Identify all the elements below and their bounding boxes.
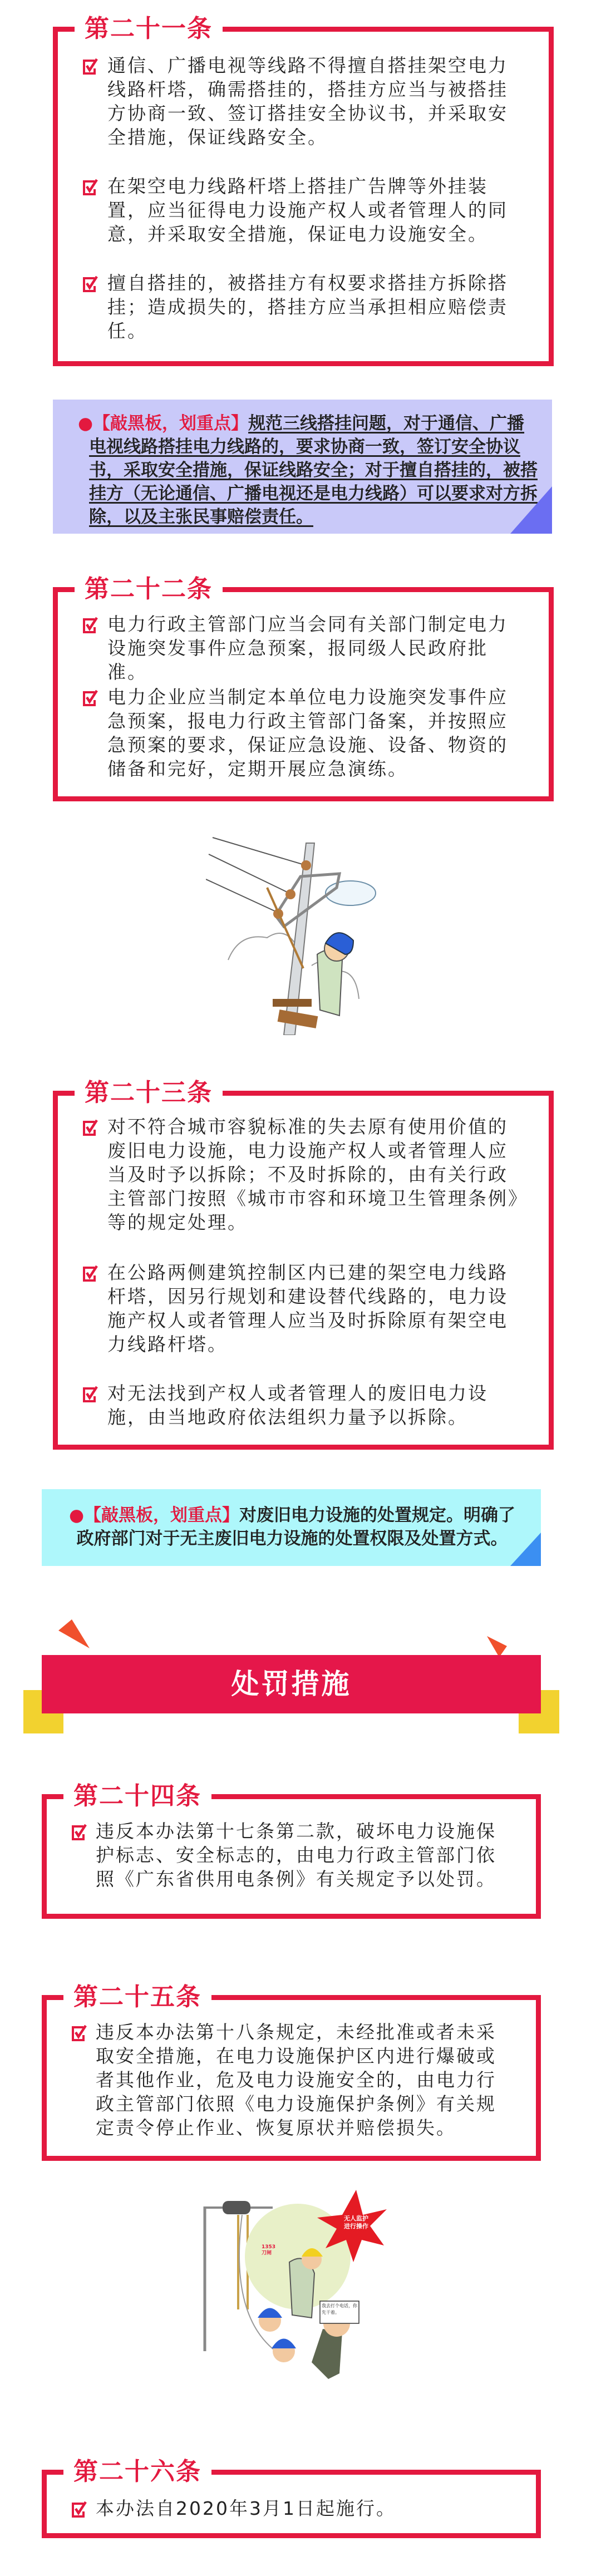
checkbox-icon (82, 1264, 98, 1282)
bullet-dot-icon: ● (78, 413, 93, 434)
article-item: 电力企业应当制定本单位电力设施突发事件应急预案，报电力行政主管部门备案，并按照应急预案的要求，保证应急设施、设备、物资的储备和完好，定期开展应急演练。 (107, 686, 508, 780)
speech-bubble-text: 我去打个电话，你先干着。 (322, 2303, 357, 2315)
article-item: 本办法自2020年3月1日起施行。 (96, 2498, 396, 2519)
key-point-note (53, 400, 552, 534)
corner-triangle (510, 486, 552, 534)
article-item: 电力行政主管部门应当会同有关部门制定电力设施突发事件应急预案，报同级人民政府批准。 (107, 613, 508, 683)
checkbox-icon (71, 2024, 87, 2042)
corner-triangle (510, 1533, 541, 1566)
article-title: 第二十一条 (75, 13, 223, 45)
article-item: 违反本办法第十七条第二款，破坏电力设施保护标志、安全标志的，由电力行政主管部门依照《广东省供用电条例》有关规定予以处罚。 (96, 1820, 496, 1890)
lineman-on-pole-illustration (206, 832, 406, 1035)
article-item: 擅自搭挂的，被搭挂方有权要求搭挂方拆除搭挂；造成损失的，搭挂方应当承担相应赔偿责任。 (107, 272, 508, 342)
key-point-label: 【敲黑板，划重点】 (84, 1505, 240, 1525)
key-point-label: 【敲黑板，划重点】 (93, 413, 249, 434)
checkbox-icon (82, 178, 98, 196)
unsupervised-operation-illustration (200, 2184, 401, 2390)
article-item: 对无法找到产权人或者管理人的废旧电力设施，由当地政府依法组织力量予以拆除。 (107, 1382, 488, 1428)
key-point-text: 规范三线搭挂问题，对于通信、广播电视线路搭挂电力线路的，要求协商一致，签订安全协议书，采取安全措施，保证线路安全；对于擅自搭挂的，被搭挂方（无论通信、广播电视还是电力线路）可以要求对方拆除，以及主张民事赔偿责任。 (89, 413, 538, 527)
article-item: 对不符合城市容貌标准的失去原有使用价值的废旧电力设施，电力设施产权人或者管理人应当及时予以拆除；不及时拆除的，由有关行政主管部门按照《城市市容和环境卫生管理条例》等的规定处理。 (107, 1116, 519, 1233)
checkbox-icon (82, 57, 98, 75)
article-item: 通信、广播电视等线路不得擅自搭挂架空电力线路杆塔，确需搭挂的，搭挂方应当与被搭挂方协商一致、签订搭挂安全协议书，并采取安全措施，保证线路安全。 (107, 55, 508, 148)
article-title: 第二十三条 (75, 1077, 223, 1109)
checkbox-icon (82, 689, 98, 707)
article-item: 在公路两侧建筑控制区内已建的架空电力线路杆塔，因另行规划和建设替代线路的，电力设施产权人或者管理人应当及时拆除原有架空电力线路杆塔。 (107, 1262, 508, 1355)
bullet-dot-icon: ● (68, 1505, 85, 1525)
checkbox-icon (71, 2500, 87, 2518)
decor-triangle-left (58, 1619, 92, 1650)
article-item: 违反本办法第十八条规定，未经批准或者未采取安全措施，在电力设施保护区内进行爆破或者其他作业，危及电力设施安全的，由电力行政主管部门依照《电力设施保护条例》有关规定责令停止作业、恢复原状并赔偿损失。 (96, 2021, 496, 2139)
key-point-note (42, 1489, 541, 1566)
article-item: 在架空电力线路杆塔上搭挂广告牌等外挂装置，应当征得电力设施产权人或者管理人的同意，并采取安全措施，保证电力设施安全。 (107, 175, 508, 245)
key-point-text: 对废旧电力设施的处置规定。明确了政府部门对于无主废旧电力设施的处置权限及处置方式。 (76, 1505, 516, 1549)
switch-label: 1353刀闸 (262, 2244, 276, 2256)
checkbox-icon (82, 616, 98, 634)
checkbox-icon (82, 1385, 98, 1403)
article-title: 第二十五条 (63, 1981, 211, 2013)
checkbox-icon (82, 1119, 98, 1136)
checkbox-icon (71, 1823, 87, 1841)
checkbox-icon (82, 275, 98, 293)
article-title: 第二十二条 (75, 573, 223, 605)
article-title: 第二十六条 (63, 2456, 211, 2488)
warning-sign-text: 无人监护进行操作 (344, 2215, 368, 2230)
section-banner-penalties: 处罚措施 (42, 1655, 541, 1713)
article-title: 第二十四条 (63, 1780, 211, 1812)
